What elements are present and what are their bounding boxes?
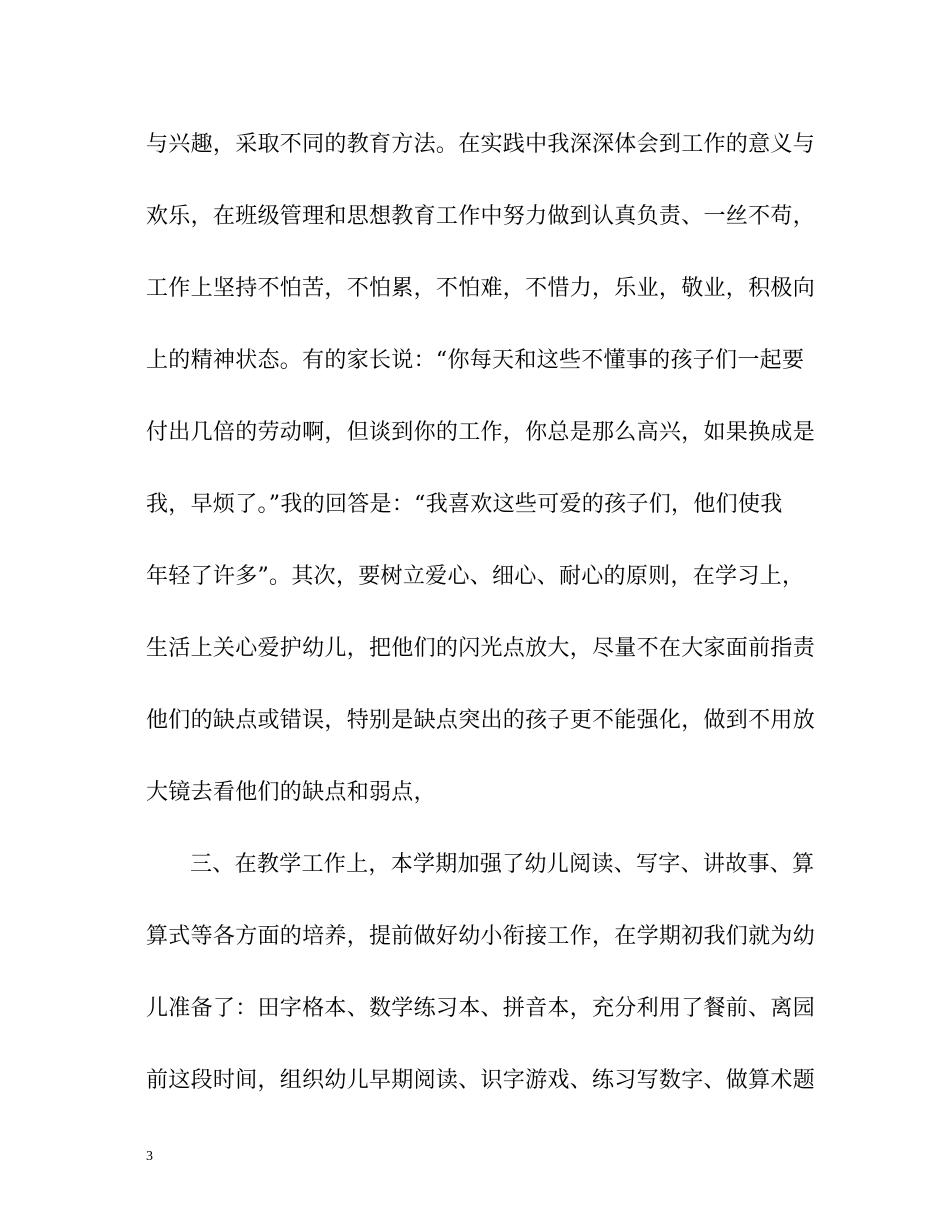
- text-line: 我，早烦了。”我的回答是：“我喜欢这些可爱的孩子们，他们使我: [146, 492, 783, 517]
- text-line: 工作上坚持不怕苦，不怕累，不怕难，不惜力，乐业，敬业，积极向: [146, 276, 816, 301]
- text-line: 付出几倍的劳动啊，但谈到你的工作，你总是那么高兴，如果换成是: [146, 420, 816, 445]
- body-text: [146, 116, 816, 1124]
- text-line: 大镜去看他们的缺点和弱点，: [146, 780, 436, 805]
- page-number: 3: [146, 1149, 153, 1164]
- paragraph-start-line: 三、在教学工作上，本学期加强了幼儿阅读、写字、讲故事、算: [190, 852, 815, 877]
- text-line: 前这段时间，组织幼儿早期阅读、识字游戏、练习写数字、做算术题: [146, 1068, 816, 1093]
- text-line: 与兴趣，采取不同的教育方法。在实践中我深深体会到工作的意义与: [146, 132, 816, 157]
- text-line: 年轻了许多”。其次，要树立爱心、细心、耐心的原则，在学习上，: [146, 564, 805, 589]
- text-line: 儿准备了：田字格本、数学练习本、拼音本，充分利用了餐前、离园: [146, 996, 816, 1021]
- text-line: 他们的缺点或错误，特别是缺点突出的孩子更不能强化，做到不用放: [146, 708, 816, 733]
- text-line: 算式等各方面的培养，提前做好幼小衔接工作，在学期初我们就为幼: [146, 924, 816, 949]
- text-line: 生活上关心爱护幼儿，把他们的闪光点放大，尽量不在大家面前指责: [146, 636, 816, 661]
- text-line: 上的精神状态。有的家长说：“你每天和这些不懂事的孩子们一起要: [146, 348, 805, 373]
- text-line: 欢乐，在班级管理和思想教育工作中努力做到认真负责、一丝不苟，: [146, 204, 816, 229]
